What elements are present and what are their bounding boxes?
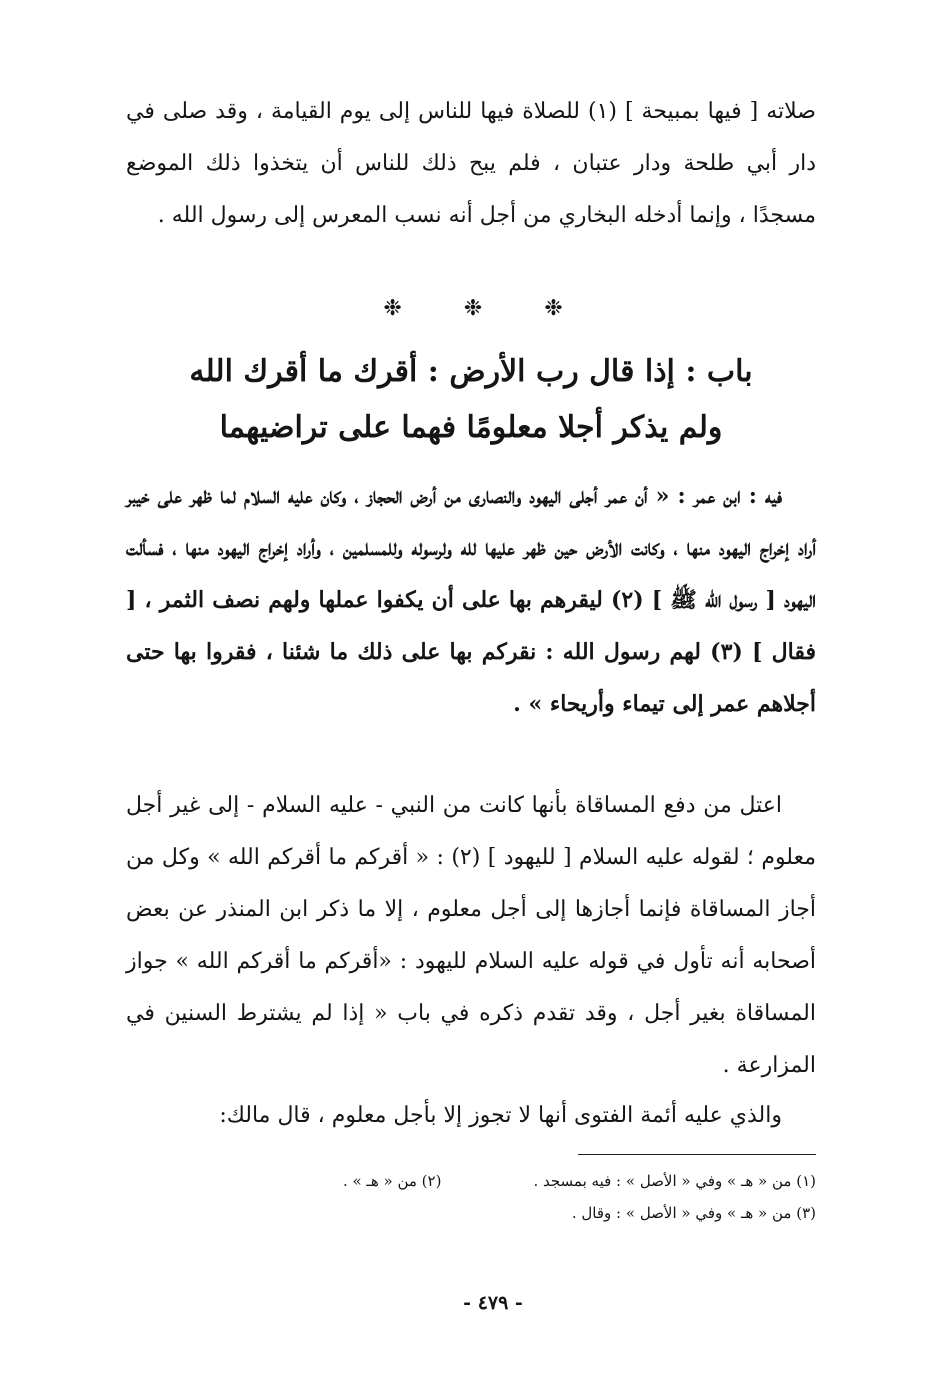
separator-star-icon: ❉ — [463, 296, 483, 321]
chapter-title-line-1: باب : إذا قال رب الأرض : أقرك ما أقرك الله — [189, 354, 753, 389]
paragraph-continuation: صلاته [ فيها بمبيحة ] (١) للصلاة فيها للناس إلى يوم القيامة ، وقد صلى في دار أبي طلحة ودار عتبان ، فلم يبح ذلك للناس أن يتخذوا ذلك الموضع مسجدًا ، وإنما أدخله البخاري من أجل أنه نسب المعرس إلى رسول الله . — [126, 99, 816, 228]
commentary-paragraph: اعتل من دفع المساقاة بأنها كانت من النبي - عليه السلام - إلى غير أجل معلوم ؛ لقوله عليه السلام [ لليهود ] (٢) : « أقركم ما أقركم الله » وكل من أجاز المساقاة فإنما أجازها إلى أجل معلوم ، إلا ما ذكر ابن المنذر عن بعض أصحابه أنه تأول في قوله عليه السلام لليهود : «أقركم ما أقركم الله » جواز المساقاة بغير أجل ، وقد تقدم ذكره في باب « إذا لم يشترط السنين في المزارعة . — [126, 793, 816, 1078]
chapter-title-line-2: ولم يذكر أجلا معلومًا فهما على تراضيهما — [219, 410, 723, 445]
footnote-divider — [578, 1154, 816, 1155]
hadith-paragraph: فيه : ابن عمر : « أن عمر أجلى اليهود والنصارى من أرض الحجاز ، وكان عليه السلام لما ظهر على خيبر أراد إخراج اليهود منها ، وكانت الأرض حين ظهر عليها لله ولرسوله وللمسلمين ، وأراد إخراج اليهود منها ، فسألت اليهود [ رسول الله ﷺ ] (٢) ليقرهم بها على أن يكفوا عملها ولهم نصف الثمر ، [ فقال ] (٣) لهم رسول الله : نقركم بها على ذلك ما شئنا ، فقروا بها حتى أجلاهم عمر إلى تيماء وأريحاء » . — [126, 483, 816, 717]
footnote-row — [180, 1165, 816, 1197]
footnote-2: (٢) من « هـ » . — [342, 1172, 442, 1190]
footnote-1: (١) من « هـ » وفي « الأصل » : فيه بمسجد . — [533, 1172, 816, 1190]
page-number: - ٤٧٩ - — [463, 1292, 523, 1314]
commentary-paragraph-final: والذي عليه أئمة الفتوى أنها لا تجوز إلا بأجل معلوم ، قال مالك: — [219, 1103, 782, 1128]
footnotes — [180, 1165, 816, 1229]
separator-star-icon: ❉ — [383, 296, 402, 321]
chapter-title — [126, 344, 816, 456]
section-separator — [300, 294, 646, 324]
footnote-row — [180, 1197, 816, 1229]
footnote-3: (٣) من « هـ » وفي « الأصل » : وقال . — [571, 1204, 816, 1222]
separator-star-icon: ❉ — [544, 296, 563, 321]
